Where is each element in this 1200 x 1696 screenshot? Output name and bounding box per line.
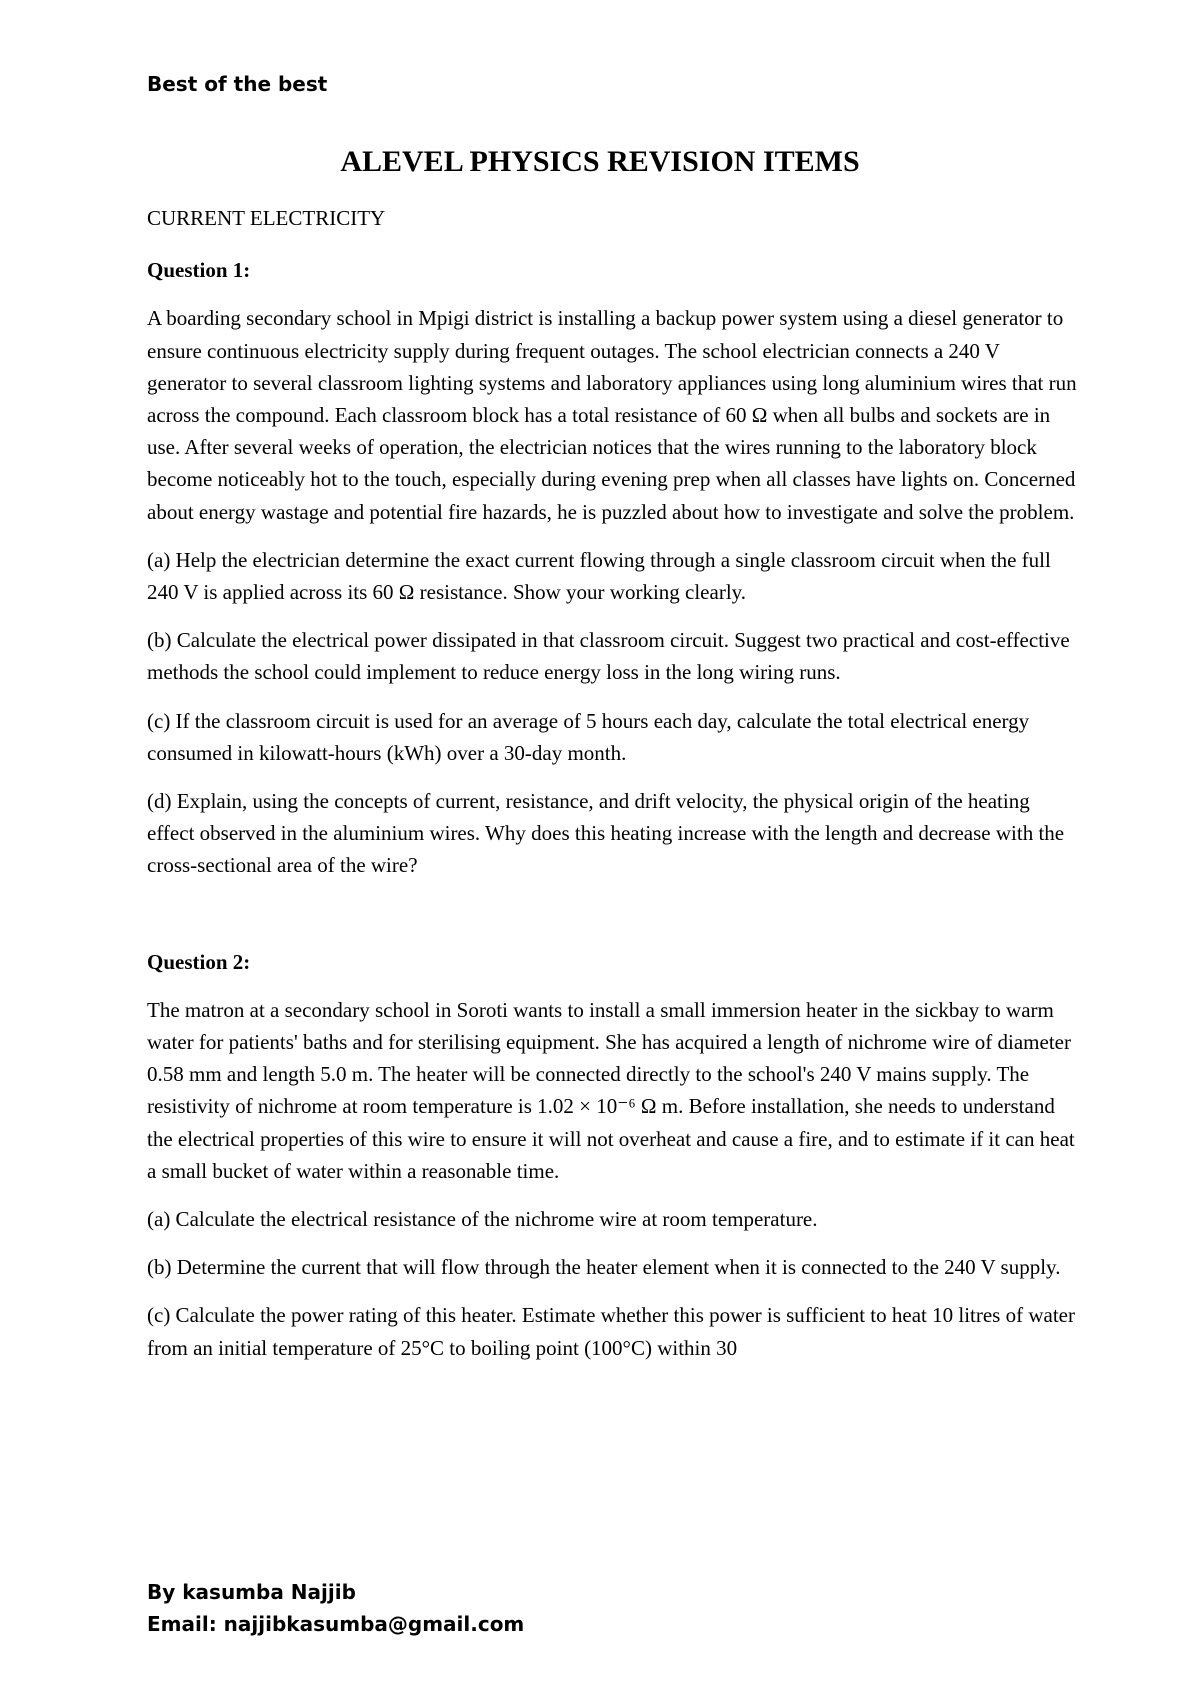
question-1-intro: A boarding secondary school in Mpigi district is installing a backup power system using a diesel generator to ensure continuous electricity supply during frequent outages. The school electrician connects a 240 V generator to several classroom lighting systems and laboratory appliances using long aluminium wires that run across the compound. Each classroom block has a total resistance of 60 Ω when all bulbs and sockets are in use. After several weeks of operation, the electrician notices that the wires running to the laboratory block become noticeably hot to the touch, especially during evening prep when all classes have lights on. Concerned about energy wastage and potential fire hazards, he is puzzled about how to investigate and solve the problem. — [147, 306, 1077, 524]
question-2-part-b: (b) Determine the current that will flow through the heater element when it is connected to the 240 V supply. — [147, 1255, 1061, 1280]
question-2-part-c: (c) Calculate the power rating of this heater. Estimate whether this power is sufficient to heat 10 litres of water from an initial temperature of 25°C to boiling point (100°C) within 30 — [147, 1303, 1075, 1360]
question-1-part-c: (c) If the classroom circuit is used for an average of 5 hours each day, calculate the total electrical energy consumed in kilowatt-hours (kWh) over a 30-day month. — [147, 708, 1030, 765]
document-body — [147, 202, 1077, 1380]
question-2-heading: Question 2: — [147, 949, 251, 974]
question-1-part-a: (a) Help the electrician determine the exact current flowing through a single classroom circuit when the full 240 V is applied across its 60 Ω resistance. Show your working clearly. — [147, 547, 1051, 605]
page-title: ALEVEL PHYSICS REVISION ITEMS — [340, 145, 860, 178]
page-header: Best of the best — [147, 72, 328, 96]
footer-email: Email: najjibkasumba@gmail.com — [147, 1612, 525, 1636]
question-1-part-d: (d) Explain, using the concepts of current, resistance, and drift velocity, the physical origin of the heating effect observed in the aluminium wires. Why does this heating increase with the length and decrease with the cross-sectional area of the wire? — [147, 789, 1065, 878]
question-2-intro: The matron at a secondary school in Soroti wants to install a small immersion heater in the sickbay to warm water for patients' baths and for sterilising equipment. She has acquired a length of nichrome wire of diameter 0.58 mm and length 5.0 m. The heater will be connected directly to the school's 240 V mains supply. The resistivity of nichrome at room temperature is 1.02 × 10⁻⁶ Ω m. Before installation, she needs to understand the electrical properties of this wire to ensure it will not overheat and cause a fire, and to estimate if it can heat a small bucket of water within a reasonable time. — [147, 997, 1075, 1183]
question-1-heading: Question 1: — [147, 258, 251, 283]
footer-author: By kasumba Najjib — [147, 1580, 356, 1604]
question-1-part-b: (b) Calculate the electrical power dissipated in that classroom circuit. Suggest two practical and cost-effective methods the school could implement to reduce energy loss in the long wiring runs. — [147, 628, 1070, 685]
section-title: CURRENT ELECTRICITY — [147, 206, 386, 230]
page-footer — [147, 1576, 524, 1640]
question-2-part-a: (a) Calculate the electrical resistance of the nichrome wire at room temperature. — [147, 1207, 818, 1232]
spacer — [147, 898, 1077, 946]
